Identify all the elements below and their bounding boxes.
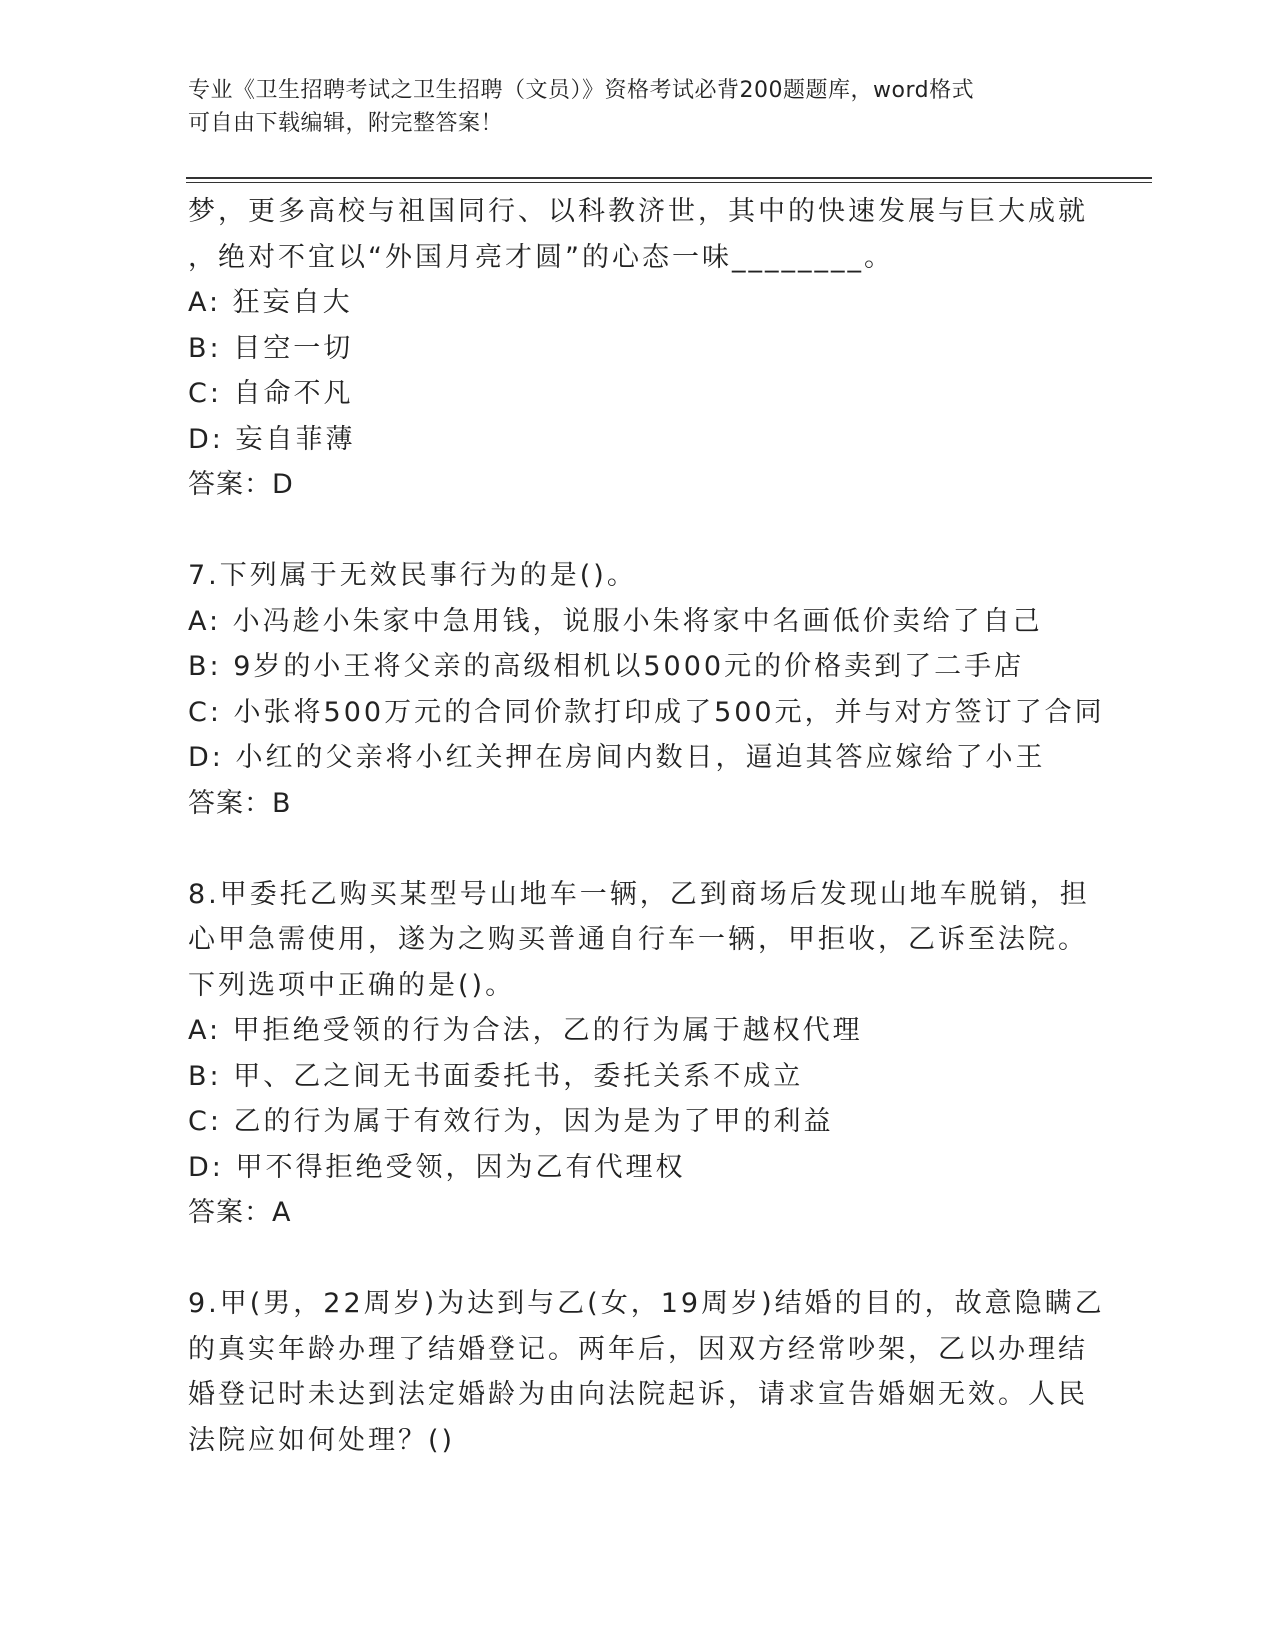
question-7 — [188, 553, 1105, 826]
question-text-line: 的真实年龄办理了结婚登记。两年后，因双方经常吵架，乙以办理结 — [188, 1333, 1088, 1365]
header-line-2: 可自由下载编辑，附完整答案！ — [188, 111, 504, 136]
question-text-line: 8.甲委托乙购买某型号山地车一辆，乙到商场后发现山地车脱销，担 — [188, 878, 1090, 910]
option-d: D: 甲不得拒绝受领，因为乙有代理权 — [188, 1151, 686, 1183]
answer: 答案：D — [188, 469, 294, 500]
question-text-line: 9.甲(男，22周岁)为达到与乙(女，19周岁)结婚的目的，故意隐瞒乙 — [188, 1288, 1105, 1319]
option-b: B: 甲、乙之间无书面委托书，委托关系不成立 — [188, 1060, 804, 1092]
header-rule-thin — [186, 182, 1152, 183]
question-text-line: 下列选项中正确的是()。 — [188, 969, 516, 1001]
header-rule-thick — [186, 177, 1152, 179]
question-text-line: 婚登记时未达到法定婚龄为由向法院起诉，请求宣告婚姻无效。人民 — [188, 1379, 1088, 1410]
option-a: A: 狂妄自大 — [188, 287, 353, 318]
question-text-line: 梦，更多高校与祖国同行、以科教济世，其中的快速发展与巨大成就 — [188, 196, 1088, 227]
document-header — [188, 74, 1068, 140]
question-text-line: 7.下列属于无效民事行为的是()。 — [188, 560, 637, 591]
option-d: D: 妄自菲薄 — [188, 423, 356, 455]
option-c: C: 小张将500万元的合同价款打印成了500元，并与对方签订了合同 — [188, 696, 1105, 728]
option-d: D: 小红的父亲将小红关押在房间内数日，逼迫其答应嫁给了小王 — [188, 742, 1046, 773]
option-b: B: 目空一切 — [188, 332, 354, 364]
option-c: C: 乙的行为属于有效行为，因为是为了甲的利益 — [188, 1106, 834, 1137]
document-body — [188, 189, 1105, 1463]
answer: 答案：A — [188, 1197, 292, 1228]
question-text-line: 心甲急需使用，遂为之购买普通自行车一辆，甲拒收，乙诉至法院。 — [188, 924, 1088, 955]
option-a: A: 甲拒绝受领的行为合法，乙的行为属于越权代理 — [188, 1015, 863, 1046]
question-text-line: 法院应如何处理？() — [188, 1424, 456, 1456]
option-a: A: 小冯趁小朱家中急用钱，说服小朱将家中名画低价卖给了自己 — [188, 605, 1043, 637]
question-text-line: ，绝对不宜以“外国月亮才圆”的心态一味________。 — [188, 241, 894, 273]
spacer — [188, 826, 1088, 872]
answer: 答案：B — [188, 787, 292, 819]
question-9 — [188, 1281, 1105, 1463]
question-8 — [188, 872, 1088, 1236]
spacer — [188, 508, 1088, 554]
option-c: C: 自命不凡 — [188, 378, 354, 409]
header-line-1: 专业《卫生招聘考试之卫生招聘（文员）》资格考试必背200题题库，word格式 — [188, 78, 975, 103]
question-6 — [188, 189, 1088, 508]
option-b: B: 9岁的小王将父亲的高级相机以5000元的价格卖到了二手店 — [188, 651, 1025, 682]
spacer — [188, 1236, 1088, 1282]
